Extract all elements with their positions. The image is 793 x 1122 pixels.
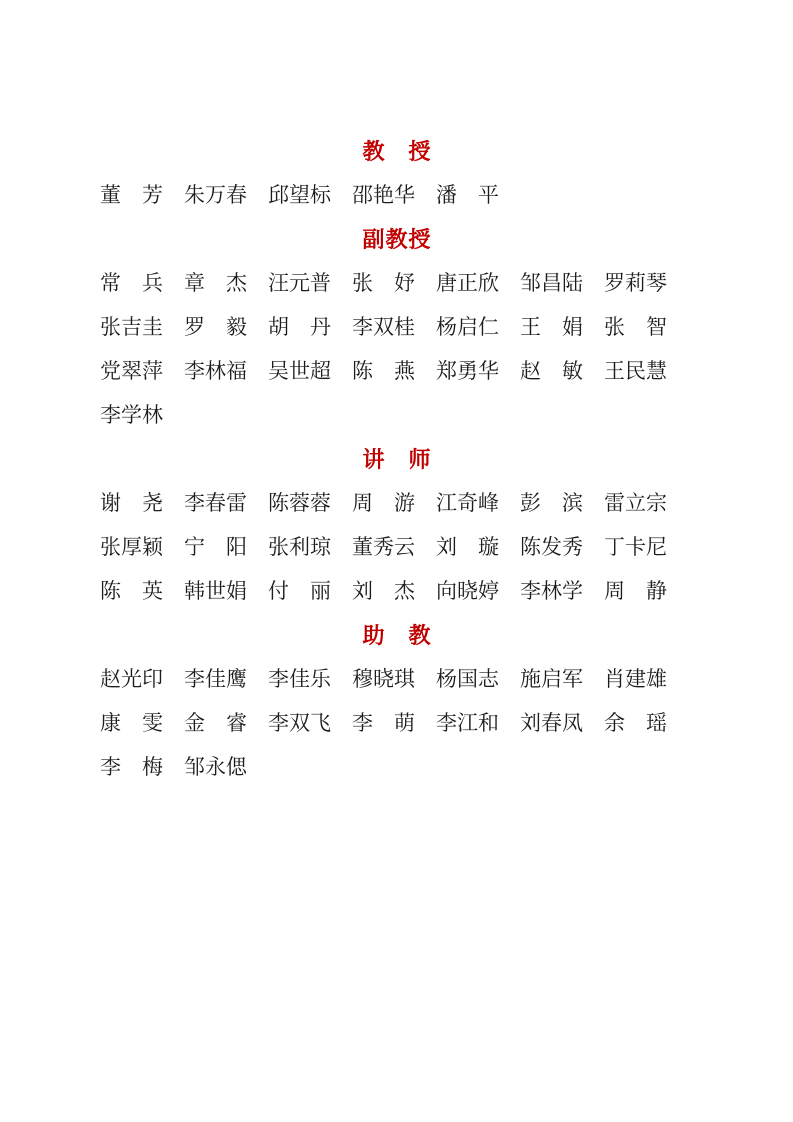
faculty-name: 刘 杰 <box>352 579 415 603</box>
faculty-name: 宁 阳 <box>184 535 247 559</box>
faculty-name: 邱望标 <box>268 183 331 207</box>
faculty-name: 李 萌 <box>352 711 415 735</box>
faculty-name: 李佳乐 <box>268 667 331 691</box>
faculty-name: 李江和 <box>436 711 499 735</box>
faculty-name: 王民慧 <box>604 359 667 383</box>
faculty-name: 朱万春 <box>184 183 247 207</box>
roster-content <box>100 140 694 800</box>
roster-section <box>100 228 694 427</box>
name-row <box>100 316 694 339</box>
faculty-name: 罗莉琴 <box>604 271 667 295</box>
faculty-name: 常 兵 <box>100 271 163 295</box>
faculty-name: 陈发秀 <box>520 535 583 559</box>
faculty-name: 罗 毅 <box>184 315 247 339</box>
faculty-name: 张吉圭 <box>100 315 163 339</box>
faculty-name: 杨国志 <box>436 667 499 691</box>
section-heading: 教 授 <box>362 139 432 164</box>
faculty-name: 谢 尧 <box>100 491 163 515</box>
name-row <box>100 580 694 603</box>
name-row <box>100 536 694 559</box>
section-heading: 副教授 <box>362 227 432 252</box>
faculty-name: 丁卡尼 <box>604 535 667 559</box>
name-row <box>100 712 694 735</box>
faculty-name: 金 睿 <box>184 711 247 735</box>
faculty-name: 章 杰 <box>184 271 247 295</box>
faculty-name: 吴世超 <box>268 359 331 383</box>
faculty-name: 赵光印 <box>100 667 163 691</box>
roster-section <box>100 140 694 207</box>
faculty-name: 李林福 <box>184 359 247 383</box>
faculty-name: 王 娟 <box>520 315 583 339</box>
faculty-name: 周 游 <box>352 491 415 515</box>
faculty-name: 董 芳 <box>100 183 163 207</box>
faculty-name: 杨启仁 <box>436 315 499 339</box>
faculty-name: 向晓婷 <box>436 579 499 603</box>
faculty-name: 肖建雄 <box>604 667 667 691</box>
faculty-name: 李学林 <box>100 403 163 427</box>
roster-section <box>100 448 694 603</box>
name-row <box>100 756 694 779</box>
faculty-name: 康 雯 <box>100 711 163 735</box>
faculty-name: 李春雷 <box>184 491 247 515</box>
faculty-name: 李佳鹰 <box>184 667 247 691</box>
faculty-name: 余 瑶 <box>604 711 667 735</box>
faculty-name: 邵艳华 <box>352 183 415 207</box>
faculty-name: 张 智 <box>604 315 667 339</box>
faculty-name: 李双飞 <box>268 711 331 735</box>
name-row <box>100 492 694 515</box>
faculty-name: 董秀云 <box>352 535 415 559</box>
faculty-name: 邹昌陆 <box>520 271 583 295</box>
faculty-name: 周 静 <box>604 579 667 603</box>
name-row <box>100 360 694 383</box>
faculty-name: 郑勇华 <box>436 359 499 383</box>
section-heading: 讲 师 <box>362 447 432 472</box>
faculty-name: 彭 滨 <box>520 491 583 515</box>
faculty-name: 张厚颖 <box>100 535 163 559</box>
name-row <box>100 668 694 691</box>
faculty-name: 张 妤 <box>352 271 415 295</box>
faculty-name: 张利琼 <box>268 535 331 559</box>
faculty-name: 胡 丹 <box>268 315 331 339</box>
faculty-name: 李 梅 <box>100 755 163 779</box>
faculty-name: 党翠萍 <box>100 359 163 383</box>
faculty-name: 韩世娟 <box>184 579 247 603</box>
faculty-name: 汪元普 <box>268 271 331 295</box>
roster-section <box>100 624 694 779</box>
name-row <box>100 272 694 295</box>
faculty-name: 江奇峰 <box>436 491 499 515</box>
faculty-name: 陈 英 <box>100 579 163 603</box>
faculty-name: 赵 敏 <box>520 359 583 383</box>
section-heading: 助 教 <box>362 623 432 648</box>
faculty-name: 陈 燕 <box>352 359 415 383</box>
faculty-name: 陈蓉蓉 <box>268 491 331 515</box>
name-row <box>100 184 694 207</box>
faculty-name: 刘 璇 <box>436 535 499 559</box>
faculty-name: 李双桂 <box>352 315 415 339</box>
faculty-name: 付 丽 <box>268 579 331 603</box>
faculty-name: 穆晓琪 <box>352 667 415 691</box>
faculty-name: 刘春凤 <box>520 711 583 735</box>
name-row <box>100 404 694 427</box>
faculty-name: 潘 平 <box>436 183 499 207</box>
faculty-name: 邹永偲 <box>184 755 247 779</box>
faculty-name: 唐正欣 <box>436 271 499 295</box>
faculty-name: 李林学 <box>520 579 583 603</box>
faculty-name: 施启军 <box>520 667 583 691</box>
faculty-name: 雷立宗 <box>604 491 667 515</box>
